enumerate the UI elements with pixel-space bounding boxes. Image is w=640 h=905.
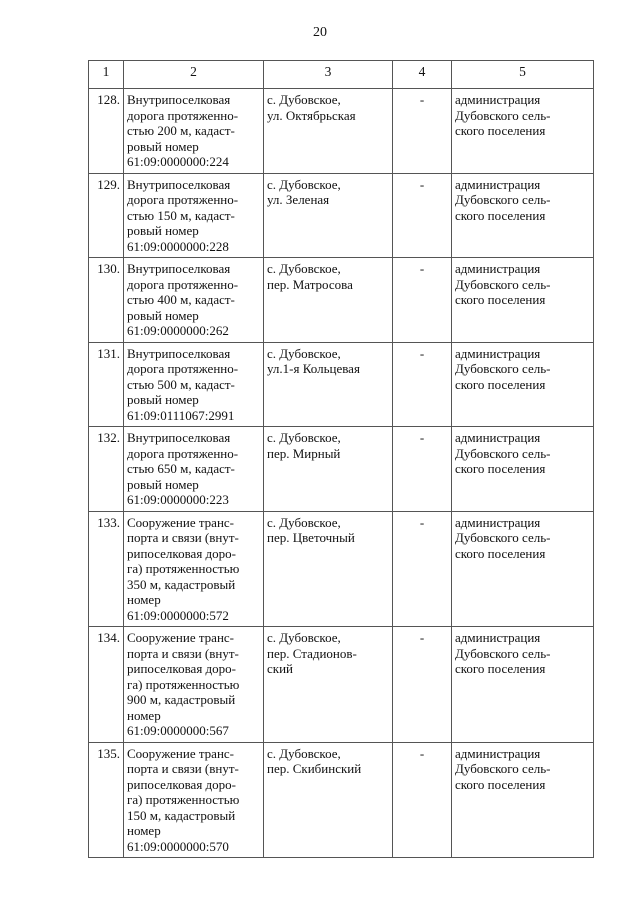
area-cell: - [393, 89, 452, 174]
area-cell: - [393, 258, 452, 343]
location-cell: с. Дубовское, ул. Зеленая [264, 173, 393, 258]
holder-cell: администрация Дубовского сель- ского поселения [452, 342, 594, 427]
holder-cell: администрация Дубовского сель- ского поселения [452, 258, 594, 343]
location-cell: с. Дубовское, пер. Мирный [264, 427, 393, 512]
table-row [89, 89, 594, 174]
holder-cell: администрация Дубовского сель- ского поселения [452, 427, 594, 512]
area-cell: - [393, 342, 452, 427]
table-row [89, 742, 594, 858]
holder-cell: администрация Дубовского сель- ского поселения [452, 511, 594, 627]
object-name-cell: Внутрипоселковая дорога протяженно- стью 500 м, кадаст- ровый номер 61:09:0111067:2991 [124, 342, 264, 427]
object-name-cell: Сооружение транс- порта и связи (внут- рипоселковая доро- га) протяженностью 900 м, кадастровый номер 61:09:0000000:567 [124, 627, 264, 743]
area-cell: - [393, 173, 452, 258]
area-cell: - [393, 742, 452, 858]
column-header-2: 2 [124, 61, 264, 89]
property-registry-table [88, 60, 594, 858]
table-row [89, 627, 594, 743]
column-header-1: 1 [89, 61, 124, 89]
row-number-cell: 128. [89, 89, 124, 174]
object-name-cell: Внутрипоселковая дорога протяженно- стью 200 м, кадаст- ровый номер 61:09:0000000:224 [124, 89, 264, 174]
holder-cell: администрация Дубовского сель- ского поселения [452, 742, 594, 858]
object-name-cell: Внутрипоселковая дорога протяженно- стью 650 м, кадаст- ровый номер 61:09:0000000:223 [124, 427, 264, 512]
object-name-cell: Сооружение транс- порта и связи (внут- рипоселковая доро- га) протяженностью 150 м, кадастровый номер 61:09:0000000:570 [124, 742, 264, 858]
table-row [89, 342, 594, 427]
column-header-5: 5 [452, 61, 594, 89]
location-cell: с. Дубовское, пер. Стадионов- ский [264, 627, 393, 743]
object-name-cell: Внутрипоселковая дорога протяженно- стью 150 м, кадаст- ровый номер 61:09:0000000:228 [124, 173, 264, 258]
row-number-cell: 130. [89, 258, 124, 343]
row-number-cell: 133. [89, 511, 124, 627]
table-row [89, 511, 594, 627]
column-header-4: 4 [393, 61, 452, 89]
column-header-3: 3 [264, 61, 393, 89]
table-row [89, 173, 594, 258]
holder-cell: администрация Дубовского сель- ского поселения [452, 627, 594, 743]
row-number-cell: 134. [89, 627, 124, 743]
object-name-cell: Сооружение транс- порта и связи (внут- рипоселковая доро- га) протяженностью 350 м, кадастровый номер 61:09:0000000:572 [124, 511, 264, 627]
row-number-cell: 131. [89, 342, 124, 427]
location-cell: с. Дубовское, ул. Октябрьская [264, 89, 393, 174]
location-cell: с. Дубовское, ул.1-я Кольцевая [264, 342, 393, 427]
object-name-cell: Внутрипоселковая дорога протяженно- стью 400 м, кадаст- ровый номер 61:09:0000000:262 [124, 258, 264, 343]
area-cell: - [393, 427, 452, 512]
area-cell: - [393, 627, 452, 743]
row-number-cell: 135. [89, 742, 124, 858]
header-row [89, 61, 594, 89]
table-row [89, 427, 594, 512]
area-cell: - [393, 511, 452, 627]
location-cell: с. Дубовское, пер. Цветочный [264, 511, 393, 627]
location-cell: с. Дубовское, пер. Скибинский [264, 742, 393, 858]
page-number: 20 [313, 25, 327, 40]
table-row [89, 258, 594, 343]
holder-cell: администрация Дубовского сель- ского поселения [452, 173, 594, 258]
location-cell: с. Дубовское, пер. Матросова [264, 258, 393, 343]
holder-cell: администрация Дубовского сель- ского поселения [452, 89, 594, 174]
row-number-cell: 132. [89, 427, 124, 512]
row-number-cell: 129. [89, 173, 124, 258]
